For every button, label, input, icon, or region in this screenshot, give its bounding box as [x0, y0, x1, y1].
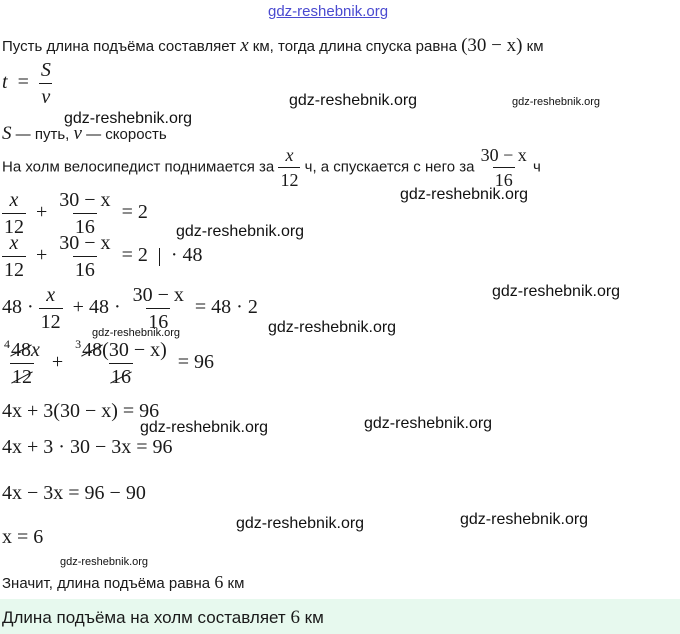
line-lift-definition: [2, 35, 544, 57]
denominator: 12: [2, 213, 26, 237]
divider-bar: [159, 248, 160, 266]
denominator: 16: [73, 256, 97, 280]
cancelled-number: 12: [11, 366, 32, 388]
multiplier: · 48: [170, 244, 203, 267]
watermark: gdz-reshebnik.org: [64, 110, 193, 127]
watermark: gdz-reshebnik.org: [289, 92, 418, 109]
watermark: gdz-reshebnik.org: [492, 283, 621, 300]
line-conclusion: [2, 572, 244, 593]
expr: (30 − x): [102, 339, 167, 361]
numerator: x: [46, 284, 56, 306]
watermark: gdz-reshebnik.org: [400, 186, 529, 203]
plus: +: [36, 244, 48, 267]
text: ч, а спускается с него за: [304, 158, 475, 176]
fraction-cancelled-2: [73, 337, 169, 388]
watermark: gdz-reshebnik.org: [140, 419, 269, 436]
unit: км: [526, 38, 544, 55]
text: км, тогда длина спуска равна: [252, 38, 457, 55]
text: Длина подъёма на холм составляет: [2, 608, 286, 627]
plus-coef: + 48 ·: [72, 296, 121, 319]
watermark: gdz-reshebnik.org: [364, 415, 493, 432]
denominator: 12: [278, 167, 300, 189]
watermark: gdz-reshebnik.org: [92, 327, 181, 339]
text: — путь,: [15, 126, 70, 143]
value: 6: [290, 607, 300, 628]
unit: км: [227, 575, 245, 592]
equation-5: 4x + 3(30 − x) = 96: [2, 400, 160, 422]
text: ч: [532, 158, 541, 176]
line-times: [2, 146, 541, 189]
numerator: x: [9, 232, 19, 254]
numerator: 30 − x: [59, 232, 111, 254]
watermark-top: gdz-reshebnik.org: [268, 3, 389, 20]
equation-6: 4x + 3 · 30 − 3x = 96: [2, 436, 173, 458]
cancelled-number: 48: [82, 339, 103, 361]
denominator: v: [39, 83, 52, 107]
answer-banner: [0, 599, 680, 634]
rhs: = 96: [177, 351, 215, 374]
equation-3: [2, 285, 258, 332]
watermark: gdz-reshebnik.org: [460, 511, 589, 528]
rhs: = 2: [121, 244, 148, 267]
watermark: gdz-reshebnik.org: [60, 556, 149, 568]
denominator: 12: [2, 256, 26, 280]
equals: =: [17, 71, 29, 94]
var-s: S: [2, 123, 12, 144]
text: Значит, длина подъёма равна: [2, 575, 211, 592]
equation-7: 4x − 3x = 96 − 90: [2, 482, 146, 504]
equation-8: x = 6: [2, 526, 44, 548]
denominator: 12: [39, 308, 63, 332]
equation-2: [2, 233, 203, 280]
answer-text: [2, 607, 324, 629]
var-x: x: [240, 35, 249, 56]
denominator: 16: [493, 167, 515, 189]
reduced-value: 3: [75, 337, 82, 351]
numerator: x: [285, 145, 294, 165]
fraction-cancelled-1: [2, 337, 42, 388]
watermark: gdz-reshebnik.org: [268, 319, 397, 336]
watermark: gdz-reshebnik.org: [512, 96, 601, 108]
reduced-value: 4: [4, 337, 10, 351]
coef: 48 ·: [2, 296, 34, 319]
watermark: gdz-reshebnik.org: [236, 515, 365, 532]
numerator: 30 − x: [480, 145, 527, 165]
fraction-s-over-v: [39, 60, 53, 107]
value: 6: [214, 572, 224, 592]
cancelled-number: 16: [110, 366, 131, 388]
var-t: t: [2, 71, 8, 94]
equation-4: [2, 337, 215, 388]
cancelled-number: 48: [11, 339, 31, 361]
equation-1: [2, 190, 148, 237]
plus: +: [36, 201, 48, 224]
rhs: = 2: [121, 201, 148, 224]
denominator: 16: [146, 308, 170, 332]
expr: (30 − x): [461, 35, 523, 56]
text: На холм велосипедист поднимается за: [2, 158, 275, 176]
text: — скорость: [86, 126, 167, 143]
numerator: S: [40, 59, 51, 81]
numerator: x: [9, 189, 19, 211]
numerator: 30 − x: [59, 189, 111, 211]
numerator: 30 − x: [132, 284, 184, 306]
unit: км: [304, 608, 324, 627]
denominator: 16: [73, 213, 97, 237]
rhs: = 48 · 2: [194, 296, 258, 319]
formula-time: [2, 60, 53, 107]
var-v: v: [73, 123, 82, 144]
var-x: x: [31, 339, 40, 361]
text: Пусть длина подъёма составляет: [2, 38, 237, 55]
fraction-up-time: [278, 146, 300, 189]
watermark: gdz-reshebnik.org: [176, 223, 305, 240]
plus: +: [51, 351, 64, 374]
fraction-down-time: [479, 146, 529, 189]
